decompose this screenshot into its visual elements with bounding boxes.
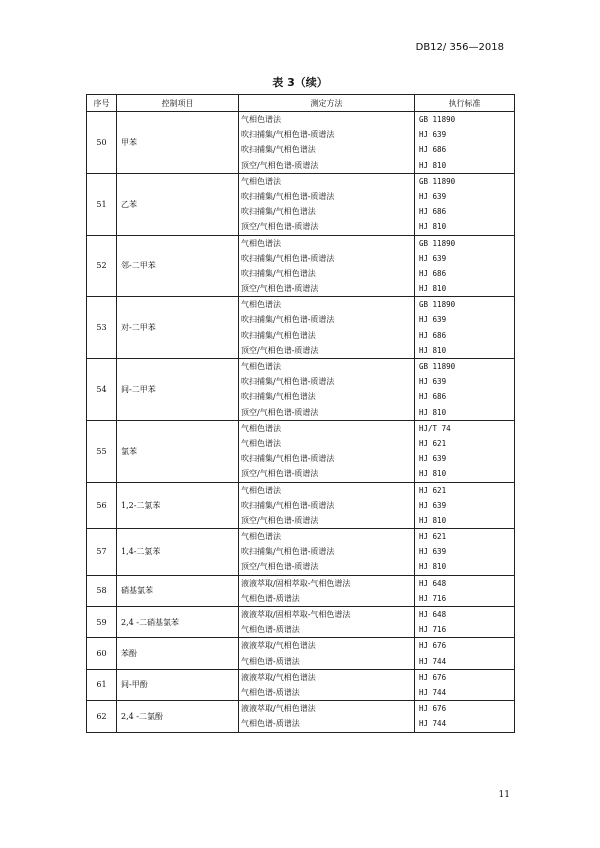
method-line: 顶空/气相色谱-质谱法 (241, 284, 319, 294)
standard-line: HJ 744 (419, 656, 447, 666)
method-cell (239, 575, 415, 606)
standard-line: HJ 686 (419, 330, 447, 340)
standard-line: HJ 676 (419, 672, 447, 682)
column-header-no: 序号 (87, 95, 117, 112)
method-line: 气相色谱-质谱法 (241, 687, 300, 697)
method-cell (239, 529, 415, 576)
standard-cell (415, 638, 515, 669)
method-line: 顶空/气相色谱-质谱法 (241, 222, 319, 232)
row-number: 61 (87, 669, 117, 700)
standard-line: GB 11890 (419, 115, 456, 124)
method-line: 吹扫捕集/气相色谱-质谱法 (241, 191, 335, 201)
method-line: 气相色谱法 (241, 238, 281, 248)
standard-line: HJ 621 (419, 438, 447, 448)
table-row (87, 359, 515, 421)
method-line: 吹扫捕集/气相色谱法 (241, 145, 316, 155)
control-item: 邻-二甲苯 (117, 235, 239, 297)
standard-cell (415, 359, 515, 421)
table-body (87, 112, 515, 733)
standard-cell (415, 420, 515, 482)
standard-cell (415, 112, 515, 174)
method-line: 吹扫捕集/气相色谱法 (241, 207, 316, 217)
standard-line: HJ 686 (419, 392, 447, 402)
control-item: 对-二甲苯 (117, 297, 239, 359)
standard-cell (415, 482, 515, 529)
method-cell (239, 420, 415, 482)
method-line: 气相色谱法 (241, 532, 281, 542)
standard-line: HJ 686 (419, 268, 447, 278)
standard-line: HJ 639 (419, 130, 447, 140)
method-line: 吹扫捕集/气相色谱-质谱法 (241, 547, 335, 557)
standard-line: HJ 810 (419, 407, 447, 417)
standard-line: HJ 810 (419, 160, 447, 170)
method-line: 液液萃取/固相萃取-气相色谱法 (241, 610, 351, 619)
standard-line: HJ 621 (419, 532, 447, 542)
method-cell (239, 638, 415, 669)
standard-line: HJ 639 (419, 315, 447, 325)
table-row (87, 297, 515, 359)
standard-line: HJ 716 (419, 593, 447, 603)
column-header-item: 控制项目 (117, 95, 239, 112)
standard-line: HJ 648 (419, 578, 447, 588)
standard-cell (415, 297, 515, 359)
standard-line: HJ 810 (419, 345, 447, 355)
method-line: 气相色谱-质谱法 (241, 625, 300, 635)
standard-line: HJ 676 (419, 641, 447, 651)
table-header-row (87, 95, 515, 112)
method-line: 气相色谱法 (241, 485, 281, 495)
method-line: 液液萃取/气相色谱法 (241, 704, 316, 714)
method-line: 气相色谱法 (241, 438, 281, 448)
method-cell (239, 235, 415, 297)
standard-line: HJ 648 (419, 610, 447, 619)
standards-table (86, 94, 515, 733)
standard-line: GB 11890 (419, 362, 456, 371)
control-item: 2,4 -二硝基氯苯 (117, 607, 239, 638)
table-row (87, 173, 515, 235)
row-number: 54 (87, 359, 117, 421)
standard-line: HJ 676 (419, 704, 447, 714)
method-line: 气相色谱法 (241, 115, 281, 124)
method-line: 液液萃取/固相萃取-气相色谱法 (241, 578, 351, 588)
method-line: 顶空/气相色谱-质谱法 (241, 407, 319, 417)
row-number: 60 (87, 638, 117, 669)
standard-line: HJ 639 (419, 377, 447, 387)
method-line: 吹扫捕集/气相色谱-质谱法 (241, 130, 335, 140)
row-number: 57 (87, 529, 117, 576)
method-cell (239, 173, 415, 235)
method-line: 顶空/气相色谱-质谱法 (241, 345, 319, 355)
standard-line: GB 11890 (419, 300, 456, 310)
method-line: 吹扫捕集/气相色谱-质谱法 (241, 315, 335, 325)
method-line: 气相色谱法 (241, 300, 281, 310)
control-item: 氯苯 (117, 420, 239, 482)
standard-line: HJ 810 (419, 284, 447, 294)
table-row (87, 482, 515, 529)
table-row (87, 529, 515, 576)
standard-line: HJ 810 (419, 515, 447, 525)
row-number: 56 (87, 482, 117, 529)
standard-line: HJ 744 (419, 719, 447, 729)
standard-cell (415, 529, 515, 576)
method-cell (239, 607, 415, 638)
method-line: 吹扫捕集/气相色谱法 (241, 268, 316, 278)
standard-line: HJ/T 74 (419, 423, 451, 433)
table-row (87, 235, 515, 297)
method-line: 吹扫捕集/气相色谱法 (241, 392, 316, 402)
method-line: 吹扫捕集/气相色谱-质谱法 (241, 500, 335, 510)
method-line: 气相色谱法 (241, 362, 281, 371)
method-cell (239, 482, 415, 529)
method-line: 顶空/气相色谱-质谱法 (241, 160, 319, 170)
method-cell (239, 112, 415, 174)
column-header-standard: 执行标准 (415, 95, 515, 112)
method-line: 顶空/气相色谱-质谱法 (241, 562, 319, 572)
standard-line: HJ 639 (419, 547, 447, 557)
standard-cell (415, 575, 515, 606)
method-line: 气相色谱-质谱法 (241, 719, 300, 729)
standard-cell (415, 669, 515, 700)
table-row (87, 638, 515, 669)
table-caption: 表 3（续） (272, 76, 328, 89)
row-number: 52 (87, 235, 117, 297)
control-item: 苯酚 (117, 638, 239, 669)
control-item: 甲苯 (117, 112, 239, 174)
table-row (87, 607, 515, 638)
table-row (87, 112, 515, 174)
row-number: 55 (87, 420, 117, 482)
method-cell (239, 359, 415, 421)
column-header-method: 测定方法 (239, 95, 415, 112)
method-line: 气相色谱法 (241, 423, 281, 433)
method-cell (239, 669, 415, 700)
row-number: 53 (87, 297, 117, 359)
standard-line: HJ 810 (419, 222, 447, 232)
control-item: 间-甲酚 (117, 669, 239, 700)
row-number: 59 (87, 607, 117, 638)
table-row (87, 701, 515, 732)
method-line: 吹扫捕集/气相色谱法 (241, 330, 316, 340)
row-number: 58 (87, 575, 117, 606)
standard-line: HJ 810 (419, 562, 447, 572)
table-row (87, 669, 515, 700)
standard-line: HJ 639 (419, 191, 447, 201)
method-line: 气相色谱法 (241, 176, 281, 186)
control-item: 1,2-二氯苯 (117, 482, 239, 529)
control-item: 硝基氯苯 (117, 575, 239, 606)
standard-line: HJ 639 (419, 454, 447, 464)
standard-line: HJ 686 (419, 207, 447, 217)
standard-line: HJ 639 (419, 500, 447, 510)
document-code: DB12/ 356—2018 (415, 42, 504, 53)
method-line: 吹扫捕集/气相色谱-质谱法 (241, 377, 335, 387)
method-line: 顶空/气相色谱-质谱法 (241, 515, 319, 525)
row-number: 50 (87, 112, 117, 174)
method-line: 顶空/气相色谱-质谱法 (241, 469, 319, 479)
standard-line: HJ 744 (419, 687, 447, 697)
method-cell (239, 297, 415, 359)
page-number: 11 (498, 790, 510, 800)
control-item: 1,4-二氯苯 (117, 529, 239, 576)
control-item: 乙苯 (117, 173, 239, 235)
standard-cell (415, 607, 515, 638)
standard-line: HJ 621 (419, 485, 447, 495)
row-number: 51 (87, 173, 117, 235)
standard-cell (415, 235, 515, 297)
table-row (87, 575, 515, 606)
method-cell (239, 701, 415, 732)
row-number: 62 (87, 701, 117, 732)
standard-line: HJ 639 (419, 253, 447, 263)
method-line: 气相色谱-质谱法 (241, 656, 300, 666)
table-row (87, 420, 515, 482)
method-line: 气相色谱-质谱法 (241, 593, 300, 603)
standard-cell (415, 701, 515, 732)
control-item: 2,4 -二氯酚 (117, 701, 239, 732)
standard-line: GB 11890 (419, 238, 456, 248)
method-line: 吹扫捕集/气相色谱-质谱法 (241, 253, 335, 263)
control-item: 间-二甲苯 (117, 359, 239, 421)
method-line: 吹扫捕集/气相色谱-质谱法 (241, 454, 335, 464)
standard-line: GB 11890 (419, 176, 456, 186)
standard-line: HJ 686 (419, 145, 447, 155)
standard-line: HJ 716 (419, 625, 447, 635)
standard-line: HJ 810 (419, 469, 447, 479)
method-line: 液液萃取/气相色谱法 (241, 641, 316, 651)
standard-cell (415, 173, 515, 235)
method-line: 液液萃取/气相色谱法 (241, 672, 316, 682)
